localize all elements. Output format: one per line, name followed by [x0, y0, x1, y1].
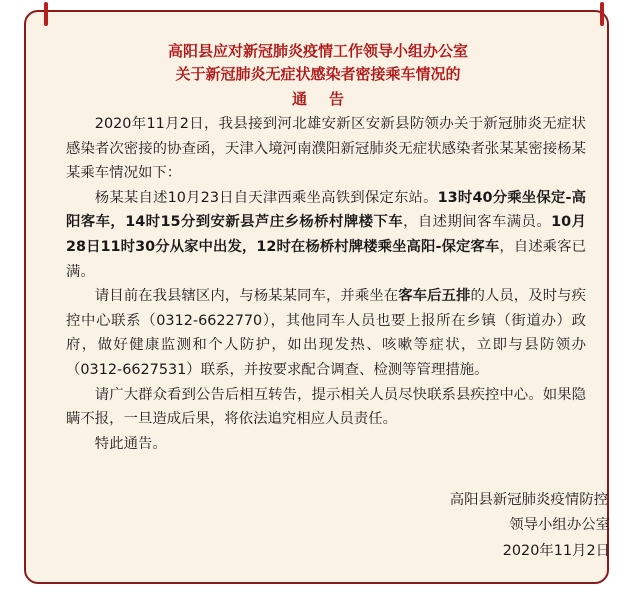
paragraph-2-text-c: ，自述期间客车满员。	[403, 214, 552, 231]
paragraph-1: 2020年11月2日，我县接到河北雄安新区安新县防领办关于新冠肺炎无症状感染者次密接的协查函，天津入境河南濮阳新冠肺炎无症状感染者张某某密接杨某某乘车情况如下：	[66, 116, 586, 182]
notice-title-line3: 通告	[291, 90, 366, 108]
pin-decoration-left	[44, 2, 48, 26]
paragraph-2-bold-b: 13时40分乘坐保定-高阳客车，14时15分到安新县芦庄乡杨桥村牌楼下车	[66, 189, 587, 231]
paragraph-3	[66, 284, 586, 382]
paragraph-3-text-c: 的人员，及时与疾控中心联系（0312-6622770），其他同车人员也要上报所在乡镇（街道办）政府，做好健康监测和个人防护，如出现发热、咳嗽等症状，立即与县防领办（0312-6627531）联系，并按要求配合调查、检测等管理措施。	[66, 288, 586, 378]
paragraph-2-bold-d: 10月28日11时30分从家中出发，12时在杨桥村牌楼乘坐高阳-保定客车	[66, 214, 586, 255]
paragraph-3-bold-b: 客车后五排	[398, 288, 471, 305]
paragraph-2	[66, 186, 586, 284]
notice-title-line2: 关于新冠肺炎无症状感染者密接乘车情况的	[175, 65, 461, 83]
paragraph-2-text-a: 杨某某自述10月23日自天津西乘坐高铁到保定东站。	[94, 189, 438, 206]
signature-line1: 高阳县新冠肺炎疫情防控	[449, 492, 608, 508]
paragraph-5: 特此通告。	[94, 435, 167, 452]
paragraph-2-text-e: ，自述乘客已满。	[66, 238, 586, 280]
paragraph-3-text-a: 请目前在我县辖区内，与杨某某同车，并乘坐在	[94, 288, 399, 305]
paragraph-4: 请广大群众看到公告后相互转告，提示相关人员尽快联系县疾控中心。如果隐瞒不报，一旦造成后果，将依法追究相应人员责任。	[66, 386, 586, 428]
signature-line2: 领导小组办公室	[509, 517, 610, 533]
signature-date: 2020年11月2日	[502, 543, 610, 559]
notice-title-line1: 高阳县应对新冠肺炎疫情工作领导小组办公室	[167, 42, 468, 60]
notice-body	[66, 112, 586, 456]
pin-decoration-right	[600, 2, 604, 26]
